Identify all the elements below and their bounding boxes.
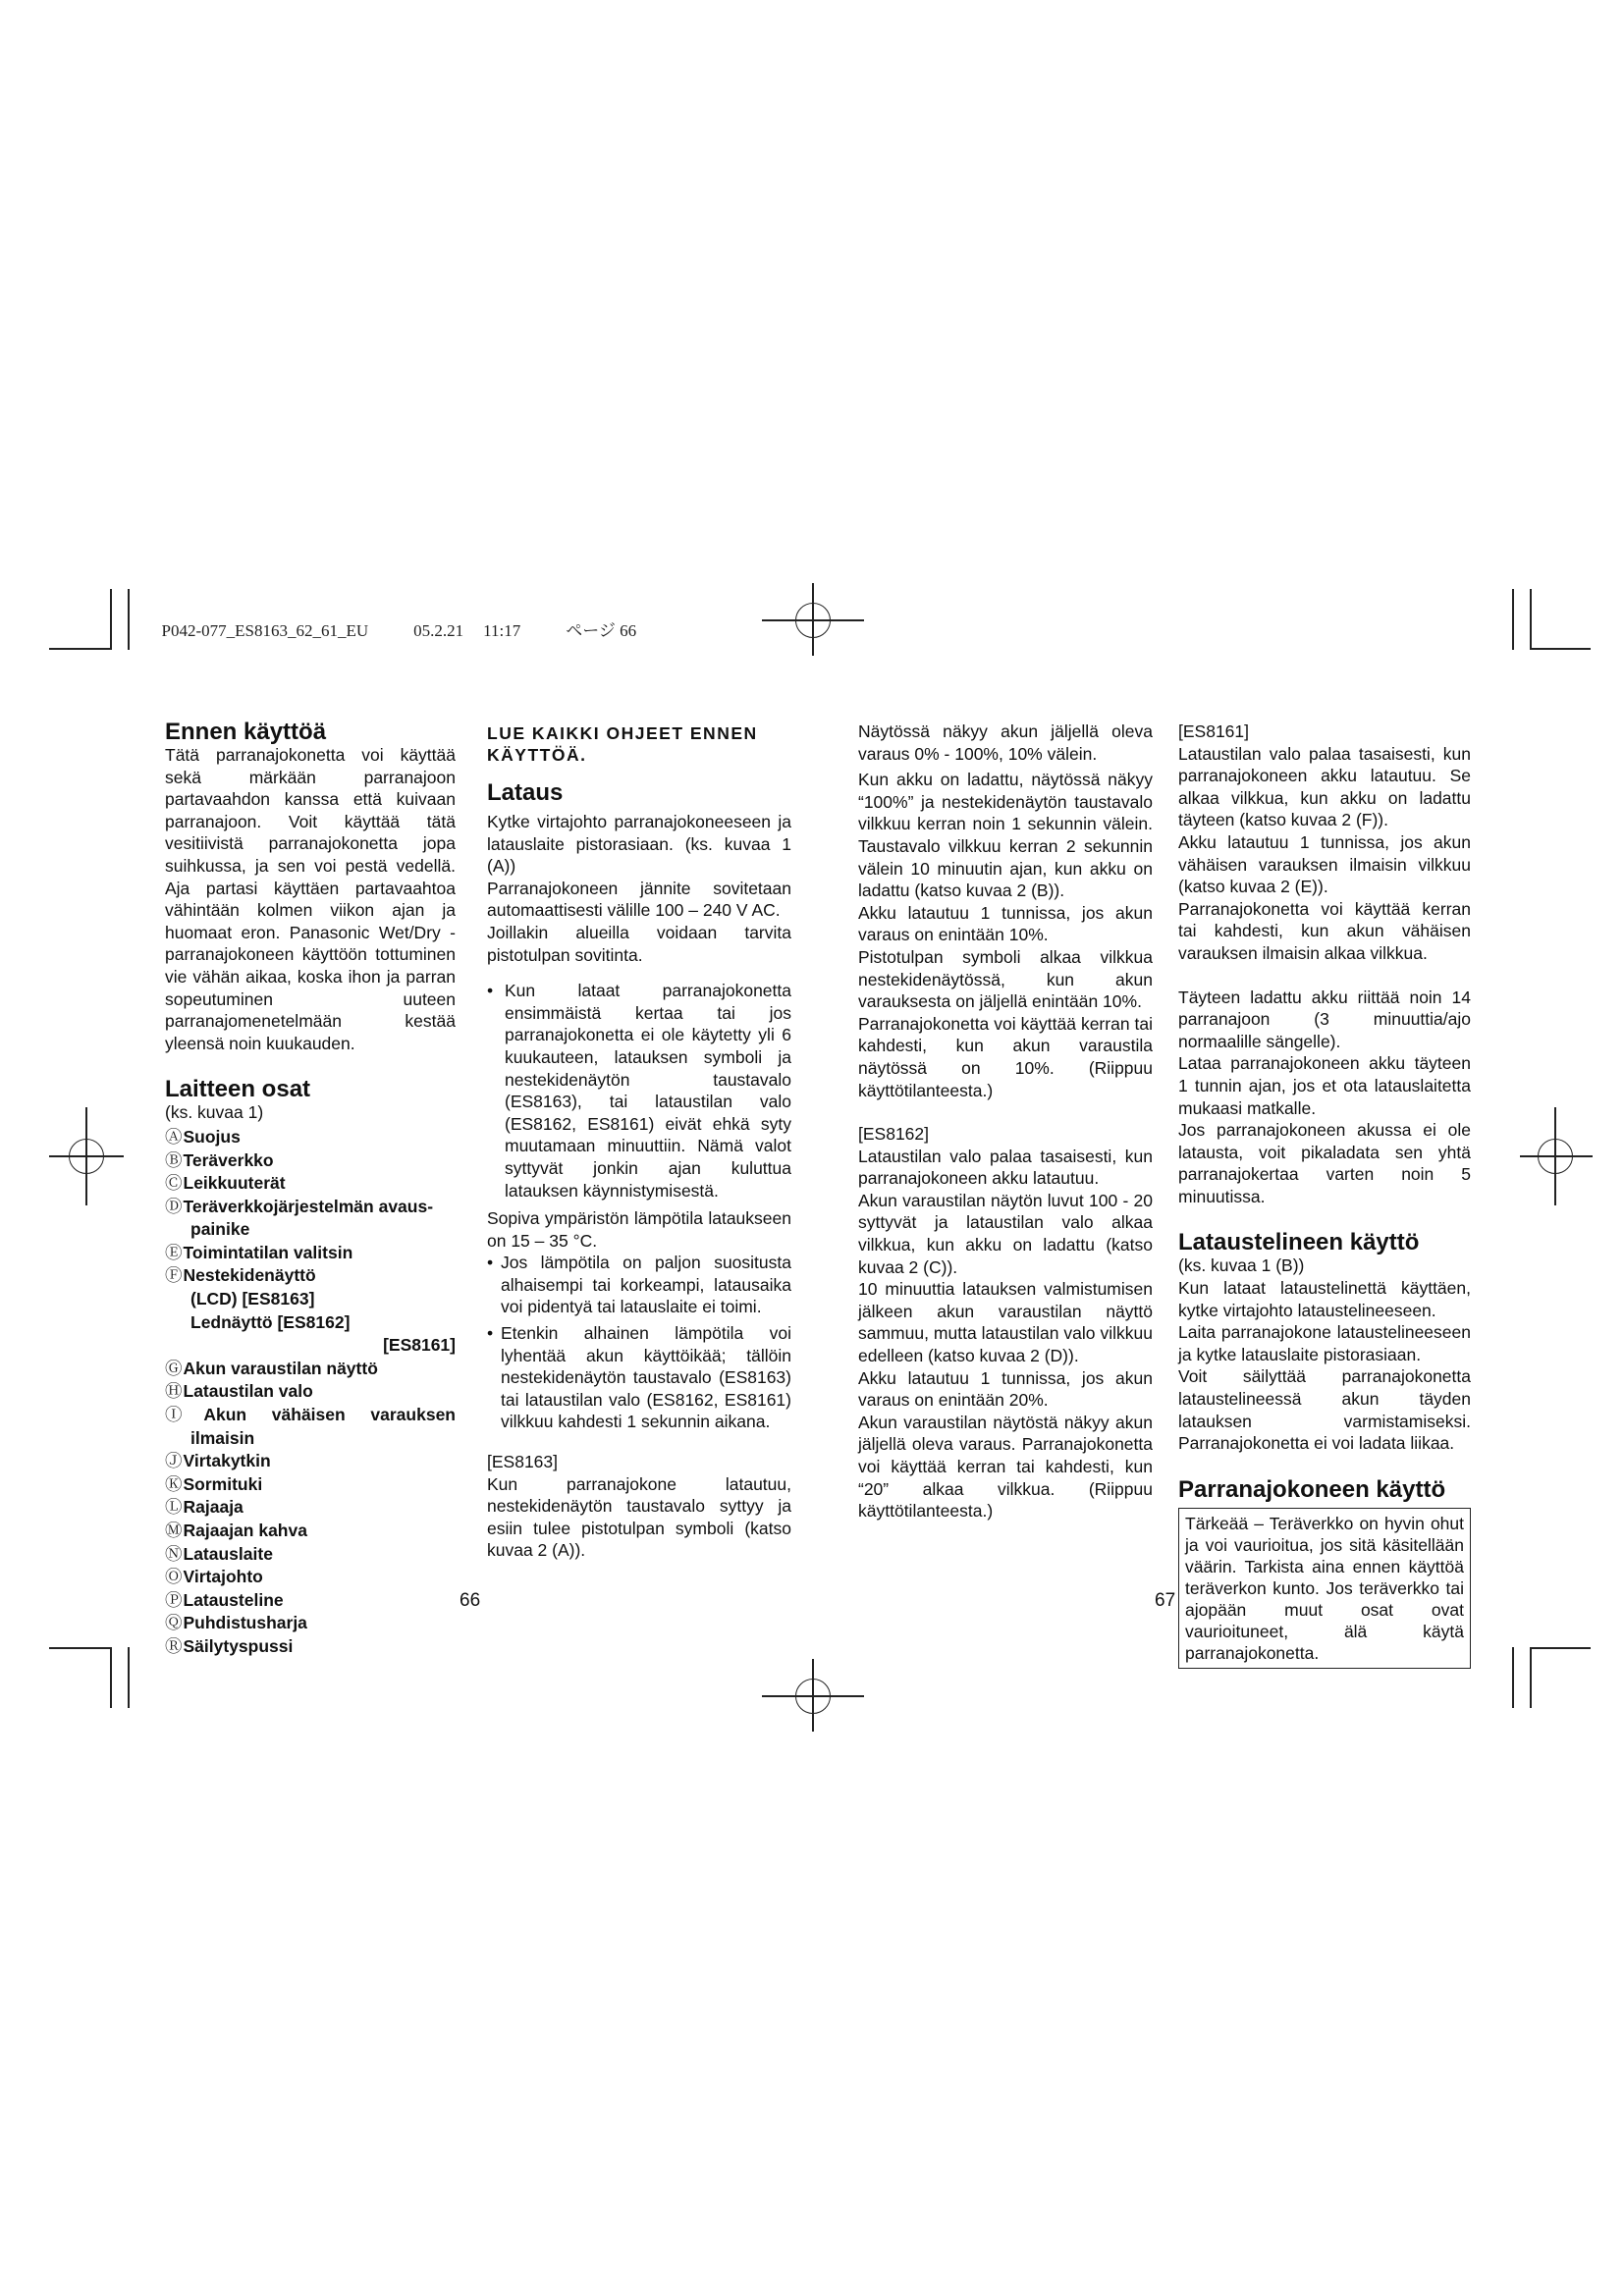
crop-mark <box>110 589 112 650</box>
slug-page: ページ 66 <box>566 621 637 640</box>
section-title: Parranajokoneen käyttö <box>1178 1475 1446 1503</box>
paragraph: Parranajokonetta voi käyttää kerran tai kahdesti, kun akun varaustila näytössä on 10%. (Riippuu käyttötilanteesta.) <box>858 1013 1153 1100</box>
paragraph: Kytke virtajohto parranajokoneeseen ja latauslaite pistorasiaan. (ks. kuvaa 1 (A)) <box>487 812 791 877</box>
crop-mark <box>49 648 110 650</box>
list-item: • Jos lämpötila on paljon suositusta alhaisempi tai korkeampi, latausaika voi pidentyä tai latauslaite ei toimi. <box>487 1252 791 1318</box>
list-item: painike <box>190 1219 250 1240</box>
crop-mark <box>1512 1647 1514 1708</box>
list-item: ⓆPuhdistusharja <box>165 1613 307 1633</box>
bullet-list <box>487 1252 791 1433</box>
paragraph: Voit säilyttää parranajokonetta lataustelineessä akun täyden latauksen varmistamiseksi. Parranajokonetta ei voi ladata liikaa. <box>1178 1366 1471 1454</box>
column-3 <box>858 721 1153 1522</box>
model-label: [ES8162] <box>858 1124 929 1145</box>
slug-file-id: P042-077_ES8163_62_61_EU <box>161 621 369 640</box>
paragraph: Sopiva ympäristön lämpötila lataukseen on 15 – 35 °C. <box>487 1208 791 1251</box>
paragraph: Jos parranajokoneen akussa ei ole latausta, voit pikaladata sen yhtä parranajokertaa varten noin 5 minuutissa. <box>1178 1120 1471 1206</box>
paragraph: Akku latautuu 1 tunnissa, jos akun varaus on enintään 10%. <box>858 902 1153 945</box>
paragraph: Pistotulpan symboli alkaa vilkkua nestekidenäytössä, kun akun varauksesta on jäljellä enintään 10%. <box>858 946 1153 1012</box>
list-item: ⓄVirtajohto <box>165 1567 263 1587</box>
section-title: Ennen käyttöä <box>165 719 327 745</box>
paragraph: Akun varaustilan näytöstä näkyy akun jäljellä oleva varaus. Parranajokonetta voi käyttää kerran tai kahdesti, kun “20” alkaa vilkkua. (Riippuu käyttötilanteesta.) <box>858 1412 1153 1522</box>
section-title: Lataus <box>487 779 564 806</box>
paragraph: Lataa parranajokoneen akku täyteen 1 tunnin ajan, jos et ota latauslaitetta mukaasi matkalle. <box>1178 1053 1471 1118</box>
crop-mark <box>1530 1647 1532 1708</box>
list-item: (LCD) [ES8163] <box>190 1289 315 1309</box>
section-title: Lataustelineen käyttö <box>1178 1229 1420 1256</box>
paragraph: Tätä parranajokonetta voi käyttää sekä märkään parranajoon partavaahdon kanssa että kuivaan parranajoon. Voit käyttää tätä vesitiivistä parranajokonetta jopa suihkussa, ja sen voi pestä vedellä. Aja partasi käyttäen partavaahtoa vähintään kolmen viikon ajan ja huomaat eron. Panasonic Wet/Dry -parranajokoneen käyttöön tottuminen vie vähän aikaa, koska ihon ja parran sopeutuminen uuteen parranajomenetelmään kestää yleensä noin kuukauden. <box>165 745 456 1053</box>
slug-date: 05.2.21 <box>413 621 464 640</box>
column-2 <box>487 722 791 1562</box>
list-item: ⒻNestekidenäyttö <box>165 1265 316 1286</box>
paragraph: Laita parranajokone lataustelineeseen ja kytke latauslaite pistorasiaan. <box>1178 1322 1471 1364</box>
print-slug <box>153 597 681 641</box>
page-number-left: 66 <box>460 1590 481 1611</box>
list-item: ⒼAkun varaustilan näyttö <box>165 1358 378 1378</box>
list-item: ⒸLeikkuuterät <box>165 1173 286 1194</box>
crop-mark <box>110 1647 112 1708</box>
paragraph: Kun akku on ladattu, näytössä näkyy “100%” ja nestekidenäytön taustavalo vilkkuu kerran noin 1 sekunnin välein. Taustavalo vilkkuu kerran 2 sekunnin välein 10 minuutin ajan, kun akku on ladattu (katso kuvaa 2 (B)). <box>858 770 1153 901</box>
slug-time: 11:17 <box>483 621 521 640</box>
crop-mark <box>1530 589 1532 650</box>
paragraph: Akku latautuu 1 tunnissa, jos akun vähäisen varauksen ilmaisin vilkkuu (katso kuvaa 2 (E)). <box>1178 831 1471 897</box>
model-label: [ES8163] <box>487 1452 558 1472</box>
list-item: ⓅLatausteline <box>165 1589 284 1610</box>
paragraph: Akku latautuu 1 tunnissa, jos akun varaus on enintään 20%. <box>858 1367 1153 1411</box>
important-notice-box: Tärkeää – Teräverkko on hyvin ohut ja voi vaurioitua, jos sitä käsitellään väärin. Tarkista aina ennen käyttöä teräverkon kunto. Jos teräverkko tai ajopään muut osat ovat vaurioituneet, älä käytä parranajokonetta. <box>1178 1508 1471 1669</box>
list-item: ⒷTeräverkko <box>165 1149 274 1170</box>
paragraph: (ks. kuvaa 1 (B)) <box>1178 1255 1305 1276</box>
list-item: ⓁRajaaja <box>165 1497 244 1518</box>
list-item: • Kun lataat parranajokonetta ensimmäistä kertaa tai jos parranajokonetta ei ole käytetty yli 6 kuukauteen, latauksen symboli ja nestekidenäytön taustavalo (ES8163), tai lataustilan valo (ES8162, ES8161) eivät ehkä syty muutamaan minuuttiin. Nämä valot syttyvät jonkin ajan kuluttua latauksen käynnistymisestä. <box>487 980 791 1201</box>
parts-list <box>165 1127 456 1656</box>
list-item: ilmaisin <box>190 1427 255 1448</box>
paragraph: Lataustilan valo palaa tasaisesti, kun parranajokoneen akku latautuu. <box>858 1146 1153 1189</box>
list-item: ⓃLatauslaite <box>165 1543 273 1564</box>
paragraph: Kun parranajokone latautuu, nestekidenäytön taustavalo syttyy ja esiin tulee pistotulpan symboli (katso kuvaa 2 (A)). <box>487 1473 791 1561</box>
list-item: ⒿVirtakytkin <box>165 1451 271 1471</box>
list-item: ⒾAkun vähäisen varauksen <box>165 1405 456 1425</box>
paragraph: (ks. kuvaa 1) <box>165 1102 264 1123</box>
crop-mark <box>1530 1647 1591 1649</box>
list-item: ⓇSäilytyspussi <box>165 1635 294 1656</box>
model-label: [ES8161] <box>1178 721 1249 741</box>
crop-mark <box>49 1647 110 1649</box>
paragraph: Näytössä näkyy akun jäljellä oleva varaus 0% - 100%, 10% välein. <box>858 721 1153 764</box>
bullet-list <box>487 980 791 1201</box>
list-item: [ES8161] <box>383 1335 456 1356</box>
paragraph: Joillakin alueilla voidaan tarvita pistotulpan sovitinta. <box>487 922 791 965</box>
crop-mark <box>128 589 130 650</box>
list-item: ⒽLataustilan valo <box>165 1381 313 1402</box>
page-number-right: 67 <box>1155 1590 1176 1611</box>
list-item: Lednäyttö [ES8162] <box>190 1311 351 1332</box>
paragraph: Parranajokoneen jännite sovitetaan automaattisesti välille 100 – 240 V AC. <box>487 878 791 921</box>
list-item: ⒺToimintatilan valitsin <box>165 1242 353 1262</box>
column-4 <box>1178 721 1471 1669</box>
paragraph: Parranajokonetta voi käyttää kerran tai kahdesti, kun akun vähäisen varauksen ilmaisin alkaa vilkkua. <box>1178 898 1471 963</box>
list-item: ⓀSormituki <box>165 1473 263 1494</box>
column-1 <box>165 719 456 1660</box>
crop-mark <box>128 1647 130 1708</box>
crop-mark <box>1512 589 1514 650</box>
section-title: Laitteen osat <box>165 1076 311 1103</box>
list-item: ⓂRajaajan kahva <box>165 1521 307 1540</box>
list-item: • Etenkin alhainen lämpötila voi lyhentää akun käyttöikää; tällöin nestekidenäytön taustavalo (ES8163) tai lataustilan valo (ES8162, ES8161) vilkkuu kahdesti 1 sekunnin aikana. <box>487 1322 791 1433</box>
paragraph: Kun lataat lataustelinettä käyttäen, kytke virtajohto lataustelineeseen. <box>1178 1278 1471 1320</box>
list-item: ⒶSuojus <box>165 1126 241 1147</box>
list-item: ⒹTeräverkkojärjestelmän avaus- <box>165 1196 434 1216</box>
paragraph: 10 minuuttia latauksen valmistumisen jälkeen akun varaustilan näyttö sammuu, mutta lataustilan valo vilkkuu edelleen (katso kuvaa 2 (D)). <box>858 1279 1153 1366</box>
crop-mark <box>1530 648 1591 650</box>
paragraph: Akun varaustilan näytön luvut 100 - 20 syttyvät ja lataustilan valo alkaa vilkkua, kun akku on ladattu (katso kuvaa 2 (C)). <box>858 1190 1153 1277</box>
paragraph: Lataustilan valo palaa tasaisesti, kun parranajokoneen akku latautuu. Se alkaa vilkkua, kun akku on ladattu täyteen (katso kuvaa 2 (F)). <box>1178 743 1471 830</box>
paragraph: Täyteen ladattu akku riittää noin 14 parranajoon (3 minuuttia/ajo normaalille sängelle). <box>1178 987 1471 1051</box>
warning-heading: LUE KAIKKI OHJEET ENNEN KÄYTTÖÄ. <box>487 723 758 765</box>
